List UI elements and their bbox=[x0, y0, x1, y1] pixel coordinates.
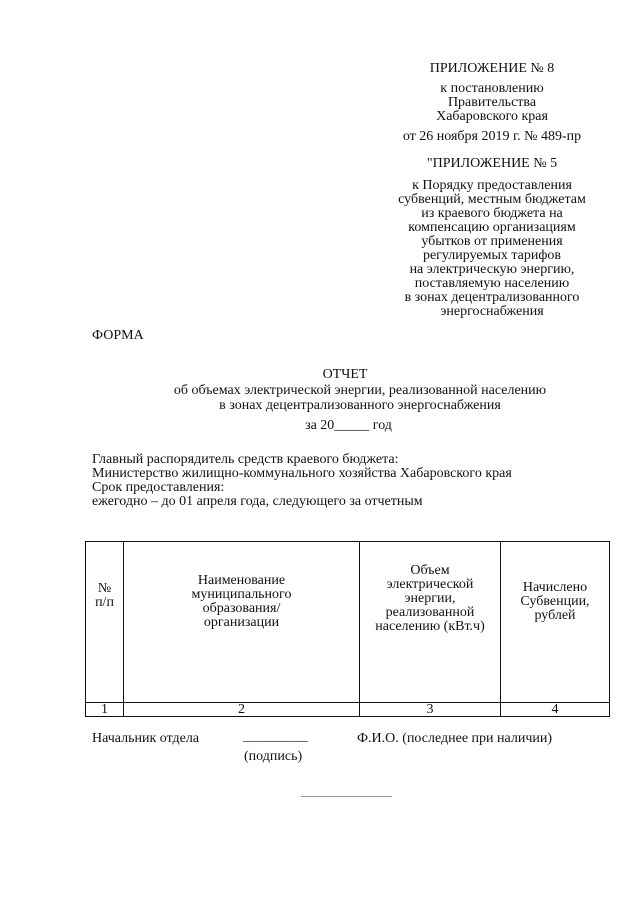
appendix-8-line: Хабаровского края bbox=[436, 109, 548, 124]
report-subtitle-line2: в зонах децентрализованного энергоснабжения bbox=[219, 398, 501, 413]
header-cell-name: Наименование муниципального образования/ организации bbox=[124, 542, 360, 703]
appendix-5-line: в зонах децентрализованного bbox=[404, 290, 580, 305]
appendix-8-line: Правительства bbox=[447, 95, 537, 110]
appendix-5-block bbox=[380, 157, 604, 319]
appendix-5-line: из краевого бюджета на bbox=[421, 206, 563, 221]
form-label: ФОРМА bbox=[92, 328, 144, 343]
report-table bbox=[85, 541, 610, 717]
header-cell-number: № п/п bbox=[86, 542, 124, 703]
info-line-3: Срок предоставления: bbox=[92, 480, 225, 495]
column-number-cell: 4 bbox=[501, 703, 610, 717]
appendix-5-line: на электрическую энергию, bbox=[409, 262, 575, 277]
table-number-row bbox=[86, 703, 610, 717]
appendix-5-title: "ПРИЛОЖЕНИЕ № 5 bbox=[426, 156, 558, 171]
signature-caption: (подпись) bbox=[244, 749, 303, 764]
appendix-8-date: от 26 ноября 2019 г. № 489-пр bbox=[402, 129, 582, 144]
appendix-5-line: энергоснабжения bbox=[440, 304, 544, 319]
appendix-5-line: компенсацию организациям bbox=[408, 220, 576, 235]
appendix-8-block bbox=[380, 62, 604, 144]
appendix-5-line: регулируемых тарифов bbox=[422, 248, 562, 263]
report-title: ОТЧЕТ bbox=[322, 367, 368, 382]
appendix-5-line: убытков от применения bbox=[421, 234, 563, 249]
appendix-8-line: к постановлению bbox=[440, 81, 544, 96]
header-cell-volume: Объем электрической энергии, реализованной населению (кВт.ч) bbox=[360, 542, 501, 703]
appendix-5-line: субвенций, местным бюджетам bbox=[398, 192, 586, 207]
column-number-cell: 3 bbox=[360, 703, 501, 717]
report-subtitle-line1: об объемах электрической энергии, реализованной населению bbox=[173, 383, 547, 398]
report-period: за 20_____ год bbox=[305, 418, 392, 433]
column-number-cell: 2 bbox=[124, 703, 360, 717]
appendix-8-title: ПРИЛОЖЕНИЕ № 8 bbox=[429, 61, 555, 76]
signature-blank: __________ bbox=[243, 728, 308, 743]
table-header-row bbox=[86, 542, 610, 703]
signature-position: Начальник отдела bbox=[92, 731, 200, 746]
appendix-5-line: к Порядку предоставления bbox=[412, 178, 572, 193]
header-cell-subvention: Начислено Субвенции, рублей bbox=[501, 542, 610, 703]
info-line-1: Главный распорядитель средств краевого бюджета: bbox=[92, 452, 399, 467]
appendix-5-line: поставляемую населению bbox=[414, 276, 570, 291]
column-number-cell: 1 bbox=[86, 703, 124, 717]
closing-divider bbox=[301, 796, 392, 797]
info-line-2: Министерство жилищно-коммунального хозяйства Хабаровского края bbox=[92, 466, 512, 481]
info-line-4: ежегодно – до 01 апреля года, следующего за отчетным bbox=[92, 494, 423, 509]
signature-fio: Ф.И.О. (последнее при наличии) bbox=[357, 731, 553, 746]
